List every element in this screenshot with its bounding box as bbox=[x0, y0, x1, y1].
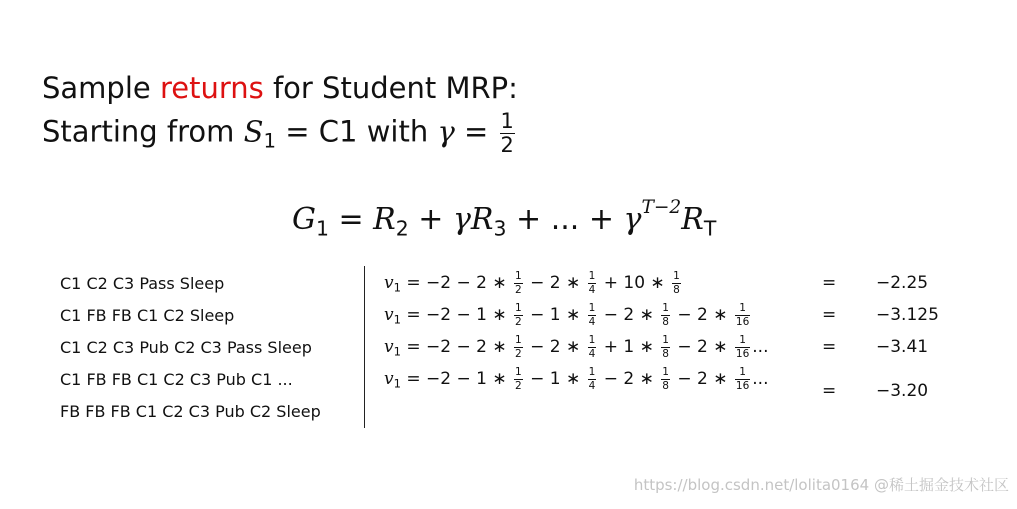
value-row bbox=[384, 365, 984, 401]
formula-lhs: G bbox=[292, 201, 316, 237]
formula-r2: R bbox=[373, 201, 396, 237]
value-term: − 2 ∗ bbox=[524, 337, 586, 357]
equals-sign: = bbox=[822, 337, 837, 357]
value-term: − 2 ∗ bbox=[598, 369, 660, 389]
return-formula bbox=[292, 186, 716, 250]
value-subscript: 1 bbox=[393, 376, 401, 391]
episode-item: C1 FB FB C1 C2 Sleep bbox=[60, 306, 235, 325]
title2-equals-value: = C1 with bbox=[276, 114, 438, 149]
value-subscript: 1 bbox=[393, 280, 401, 295]
formula-gamma-1: γ bbox=[452, 201, 471, 237]
slide-title-line-1 bbox=[42, 70, 518, 106]
value-subscript: 1 bbox=[393, 312, 401, 327]
title-highlight-returns: returns bbox=[159, 71, 264, 105]
episode-item: FB FB FB C1 C2 C3 Pub C2 Sleep bbox=[60, 402, 321, 421]
value-term: − 2 ∗ bbox=[671, 369, 733, 389]
value-term: − 2 ∗ bbox=[671, 337, 733, 357]
value-term: + 10 ∗ bbox=[598, 273, 671, 293]
fraction: $\frac{1}{8}$ bbox=[662, 301, 669, 328]
value-term: + 1 ∗ bbox=[598, 337, 660, 357]
value-symbol: v bbox=[384, 273, 394, 293]
value-symbol: v bbox=[384, 305, 394, 325]
watermark-url: https://blog.csdn.net/lolita0164 bbox=[633, 476, 870, 494]
value-computations bbox=[384, 269, 984, 401]
formula-eq: = bbox=[328, 201, 374, 237]
watermark bbox=[634, 474, 1009, 495]
formula-plus-2: + ... + bbox=[506, 201, 624, 237]
formula-r2-sub: 2 bbox=[395, 216, 409, 241]
value-term: − 2 ∗ bbox=[524, 273, 586, 293]
fraction: $\frac{1}{4}$ bbox=[588, 365, 596, 392]
equals-sign: = bbox=[822, 273, 837, 293]
fraction: $\frac{1}{16}$ bbox=[735, 301, 750, 328]
value-term: − 1 ∗ bbox=[524, 305, 586, 325]
watermark-brand: @稀土掘金技术社区 bbox=[873, 476, 1009, 494]
value-term: − 2 ∗ bbox=[671, 305, 733, 325]
fraction: $\frac{1}{16}$ bbox=[735, 333, 750, 360]
episode-item: C1 FB FB C1 C2 C3 Pub C1 ... bbox=[60, 370, 293, 389]
fraction: $\frac{1}{2}$ bbox=[515, 333, 522, 360]
episode-list bbox=[60, 272, 321, 432]
title2-prefix: Starting from bbox=[42, 114, 244, 149]
formula-r3-sub: 3 bbox=[493, 216, 507, 241]
equals-sign: = bbox=[822, 381, 837, 401]
episode-item: C1 C2 C3 Pub C2 C3 Pass Sleep bbox=[60, 338, 312, 357]
fraction: $\frac{1}{2}$ bbox=[515, 269, 522, 296]
slide-title-line-2 bbox=[42, 111, 517, 160]
formula-r3: R bbox=[470, 201, 494, 237]
formula-gamma-exponent: T−2 bbox=[641, 197, 682, 218]
equals-sign: = bbox=[822, 305, 837, 325]
formula-rt-sub: T bbox=[703, 216, 717, 241]
value-term: = −2 − 1 ∗ bbox=[400, 369, 512, 389]
fraction: $\frac{1}{4}$ bbox=[588, 269, 596, 296]
fraction: $\frac{1}{4}$ bbox=[588, 301, 596, 328]
formula-lhs-sub: 1 bbox=[315, 216, 329, 241]
value-term: = −2 − 2 ∗ bbox=[400, 337, 512, 357]
fraction: $\frac{1}{2}$ bbox=[515, 301, 522, 328]
state-subscript: 1 bbox=[263, 129, 277, 153]
state-variable: S bbox=[243, 114, 264, 149]
fraction-numerator: 1 bbox=[500, 109, 514, 133]
value-tail: ... bbox=[752, 369, 769, 389]
gamma-equals: = bbox=[454, 114, 498, 149]
fraction: $\frac{1}{8}$ bbox=[662, 365, 669, 392]
value-symbol: v bbox=[384, 337, 394, 357]
value-result: −2.25 bbox=[876, 273, 929, 293]
fraction: $\frac{1}{8}$ bbox=[673, 269, 680, 296]
formula-plus-1: + bbox=[408, 201, 453, 237]
fraction: $\frac{1}{8}$ bbox=[662, 333, 669, 360]
value-subscript: 1 bbox=[393, 344, 401, 359]
value-row bbox=[384, 302, 984, 334]
fraction-denominator: 2 bbox=[500, 132, 514, 157]
title-text-after: for Student MRP: bbox=[263, 71, 518, 105]
value-row bbox=[384, 334, 984, 366]
value-result: −3.41 bbox=[876, 337, 929, 357]
value-term: − 1 ∗ bbox=[524, 369, 586, 389]
episode-item: C1 C2 C3 Pass Sleep bbox=[60, 274, 225, 293]
value-term: − 2 ∗ bbox=[598, 305, 660, 325]
formula-gamma-2: γ bbox=[623, 201, 642, 237]
value-row bbox=[384, 270, 984, 302]
value-term: = −2 − 2 ∗ bbox=[400, 273, 512, 293]
gamma-fraction bbox=[500, 111, 515, 156]
value-tail: ... bbox=[752, 337, 769, 357]
title-text-before: Sample bbox=[42, 71, 160, 105]
vertical-divider bbox=[364, 266, 365, 428]
formula-rt: R bbox=[681, 201, 704, 237]
value-result: −3.20 bbox=[876, 381, 929, 401]
fraction: $\frac{1}{4}$ bbox=[588, 333, 596, 360]
fraction: $\frac{1}{2}$ bbox=[515, 365, 522, 392]
value-term: = −2 − 1 ∗ bbox=[400, 305, 512, 325]
value-symbol: v bbox=[384, 369, 394, 389]
fraction: $\frac{1}{16}$ bbox=[735, 365, 750, 392]
gamma-symbol: γ bbox=[437, 114, 455, 149]
value-result: −3.125 bbox=[876, 305, 939, 325]
